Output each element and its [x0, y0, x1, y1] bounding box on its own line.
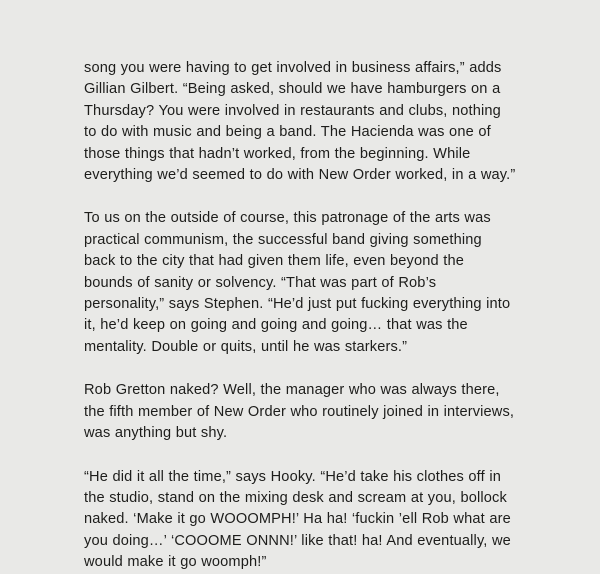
paragraph: song you were having to get involved in business affairs,” adds Gillian Gilbert. “Being asked, should we have hamburgers on a Thursday? You were involved in restaurants and clubs, nothing to do with music and being a band. The Hacienda was one of those things that hadn’t worked, from the beginning. While everything we’d seemed to do with New Order worked, in a way.”	[84, 60, 516, 184]
body-text-column	[84, 58, 516, 574]
paragraph: Rob Gretton naked? Well, the manager who was always there, the fifth member of New Order who routinely joined in interviews, was anything but shy.	[84, 382, 515, 442]
paragraph: To us on the outside of course, this patronage of the arts was practical communism, the successful band giving something back to the city that had given them life, even beyond the bounds of sanity or solvency. “That was part of Rob’s personality,” says Stephen. “He’d just put fucking everything into it, he’d keep on going and going and going… that was the mentality. Double or quits, until he was starkers.”	[84, 210, 511, 355]
paragraph: “He did it all the time,” says Hooky. “He’d take his clothes off in the studio, stand on the mixing desk and scream at you, bollock naked. ‘Make it go WOOOMPH!’ Ha ha! ‘fuckin ’ell Rob what are you doing…’ ‘COOOME ONNN!’ like that! ha! And eventually, we would make it go woomph!”	[84, 468, 511, 571]
